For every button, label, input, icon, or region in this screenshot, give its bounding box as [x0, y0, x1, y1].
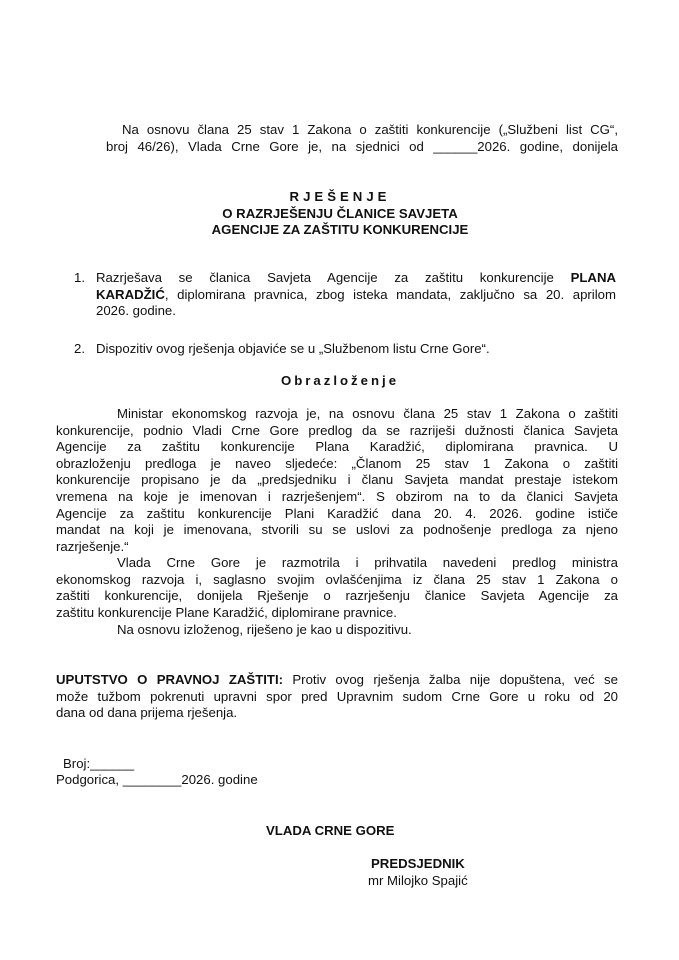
legal-remedy-instruction: [56, 672, 618, 722]
obrazlozenje-paragraph-1: [56, 406, 618, 555]
preamble-line-1: Na osnovu člana 25 stav 1 Zakona o zaštiti konkurencije („Službeni list CG“,: [122, 122, 618, 137]
title-rjesenje: RJEŠENJE: [289, 189, 391, 204]
p1-line: mandat na koji je imenovana, stvorili su se uslovi za podnošenje predloga za njeno: [56, 522, 618, 538]
legal-remedy-line-3: dana od dana prijema rješenja.: [56, 705, 238, 721]
legal-remedy-line-2: može tužbom pokrenuti upravni spor pred Upravnim sudom Crne Gore u roku od 20: [56, 688, 618, 704]
preamble: [106, 122, 618, 155]
president-name: mr Milojko Spajić: [368, 873, 468, 888]
p1-line: Agencije za zaštitu konkurencije Plani Karadžić dana 20. 4. 2026. godine ističe: [56, 505, 618, 521]
p1-line: Ministar ekonomskog razvoja je, na osnovu člana 25 stav 1 Zakona o zaštiti: [117, 406, 618, 421]
p1-line: konkurencije propisano je da „predsjedniku i članu Savjeta mandat prestaje istekom: [56, 472, 618, 488]
person-name-last: KARADŽIĆ: [96, 286, 165, 302]
p2-line: Vlada Crne Gore je razmotrila i prihvatila navedeni predlog ministra: [117, 555, 618, 570]
section-heading-obrazlozenje: Obrazloženje: [280, 373, 400, 388]
p1-line: razrješenje.“: [56, 538, 129, 554]
list-item-1-line-1: Razrješava se članica Savjeta Agencije za zaštitu konkurencije PLANA: [96, 270, 616, 285]
president-title: PREDSJEDNIK: [371, 856, 465, 871]
p2-line: zaštiti konkurencije, donijela Rješenje o razrješenju članice Savjeta Agencije za: [56, 588, 618, 604]
p2-line: ekonomskog razvoja i, saglasno svojim ovlašćenjima iz člana 25 stav 1 Zakona o: [56, 571, 618, 587]
p1-line: konkurencije, podnio Vladi Crne Gore predlog da se razriješi dužnosti članica Savjeta: [56, 422, 618, 438]
list-item-2-number: 2.: [74, 341, 85, 356]
place-and-date: Podgorica, ________2026. godine: [56, 772, 258, 787]
title-line-2: O RAZRJEŠENJU ČLANICE SAVJETA: [222, 205, 458, 221]
p1-line: Agencije za zaštitu konkurencije Plana Karadžić, diplomirana pravnica. U: [56, 439, 618, 455]
p1-line: obrazloženju predloga je naveo sljedeće: „Članom 25 stav 1 Zakona o zaštiti: [56, 455, 618, 471]
obrazlozenje-paragraph-3: Na osnovu izloženog, riješeno je kao u dispozitivu.: [117, 622, 412, 637]
document-title: [150, 189, 530, 239]
legal-remedy-label: UPUTSTVO O PRAVNOJ ZAŠTITI:: [56, 672, 284, 687]
person-name-first: PLANA: [570, 270, 616, 285]
document-number: Broj:______: [63, 756, 135, 771]
p1-line: vremena na koje je imenovan i razrješenjem“. S obzirom na to da članici Savjeta: [56, 488, 618, 504]
preamble-line-2: broj 46/26), Vlada Crne Gore je, na sjednici od ______2026. godine, donijela: [106, 138, 618, 154]
list-item-1: [96, 270, 616, 320]
list-item-2: Dispozitiv ovog rješenja objaviće se u „Službenom listu Crne Gore“.: [96, 341, 490, 356]
title-line-3: AGENCIJE ZA ZAŠTITU KONKURENCIJE: [211, 222, 469, 238]
p2-line: zaštitu konkurencije Plane Karadžić, diplomirane pravnice.: [56, 604, 397, 620]
obrazlozenje-paragraph-2: [56, 555, 618, 621]
legal-remedy-line-1: UPUTSTVO O PRAVNOJ ZAŠTITI: Protiv ovog rješenja žalba nije dopuštena, već se: [56, 672, 618, 687]
list-item-1-line-2: KARADŽIĆ, diplomirana pravnica, zbog isteka mandata, zaključno sa 20. aprilom: [96, 286, 616, 302]
government-name: VLADA CRNE GORE: [266, 823, 395, 838]
list-item-1-line-3: 2026. godine.: [96, 303, 176, 319]
list-item-1-number: 1.: [74, 270, 85, 285]
